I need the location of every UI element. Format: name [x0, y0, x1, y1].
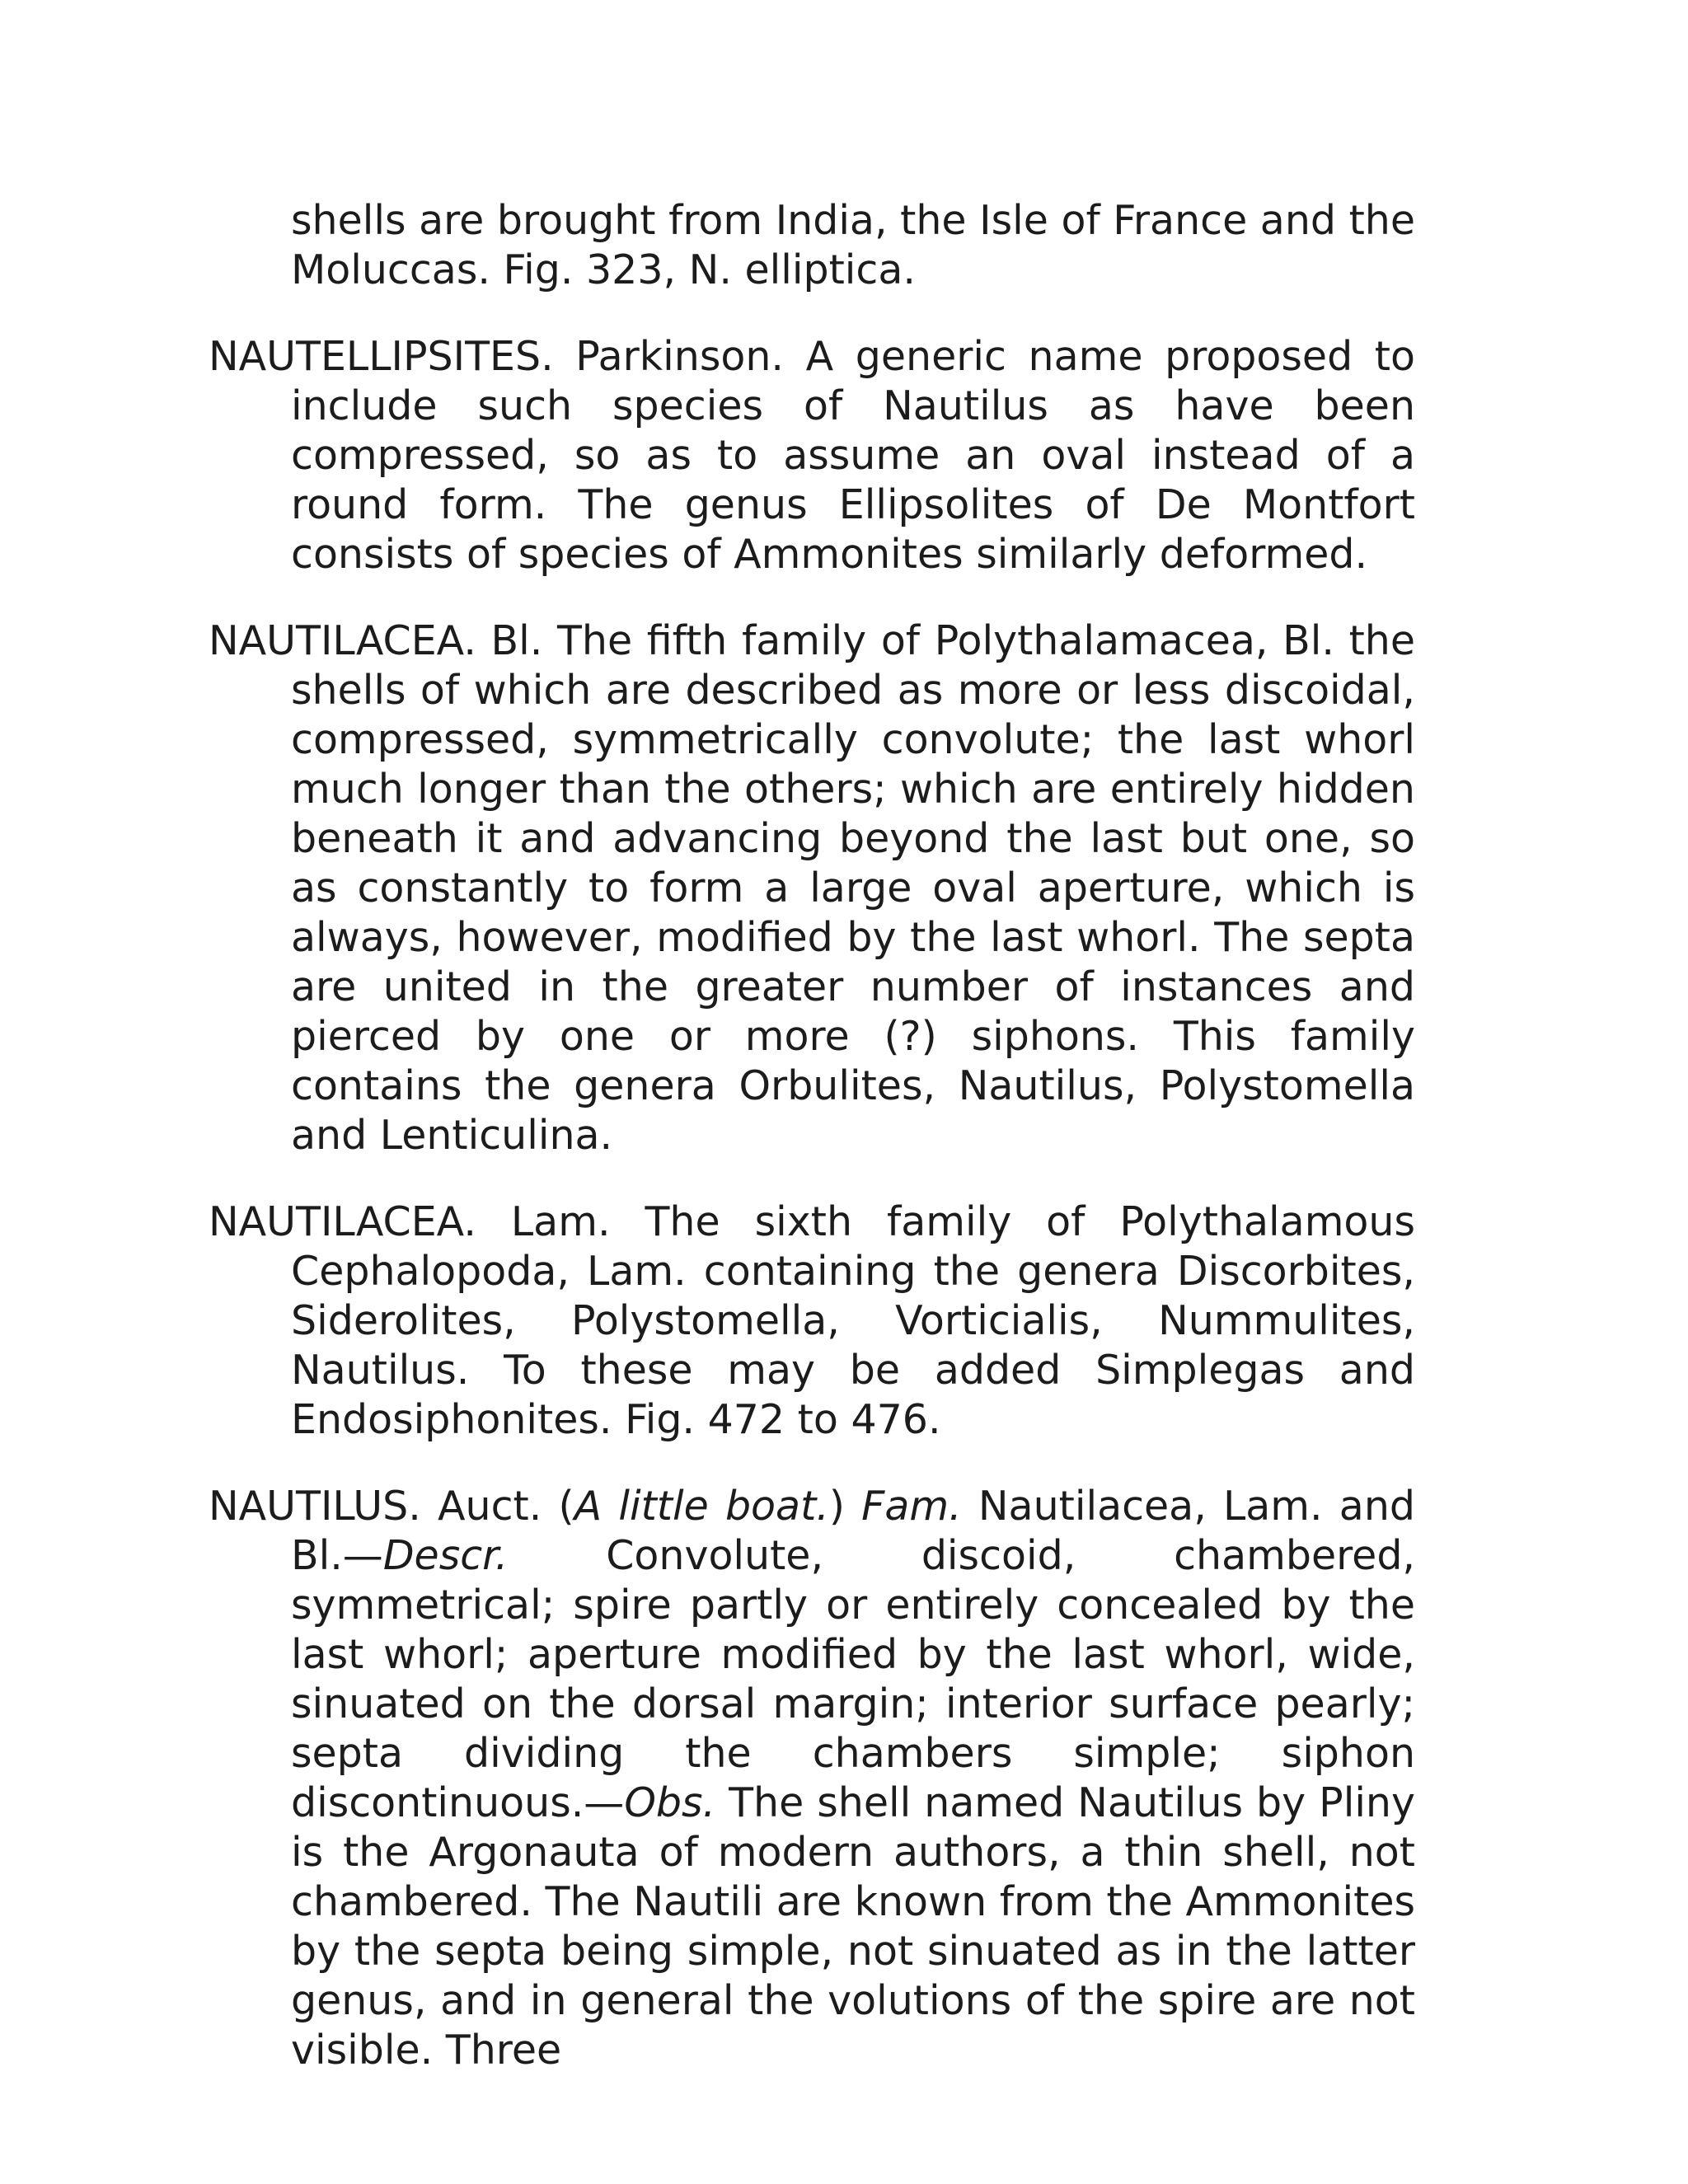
entry-italic: Descr. [382, 1532, 509, 1579]
entry-nautellipsites [209, 332, 1415, 579]
entry-continuation [209, 196, 1415, 295]
entry-text: shells are brought from India, the Isle of France and the Moluccas. Fig. 323, N. elliptica. [291, 197, 1415, 293]
entry-italic: A little boat. [574, 1483, 829, 1530]
entry-italic: Fam. [861, 1483, 962, 1530]
entry-text: NAUTILACEA. Bl. The fifth family of Polythalamacea, Bl. the shells of which are described as more or less discoidal, compressed, symmetrically convolute; the last whorl much longer than the others; which are entirely hidden beneath it and advancing beyond the last but one, so as constantly to form a large oval aperture, which is always, however, modified by the last whorl. The septa are united in the greater number of instances and pierced by one or more (?) siphons. This family contains the genera Orbulites, Nautilus, Polystomella and Lenticulina. [209, 617, 1415, 1159]
document-page [209, 196, 1415, 2112]
entry-text: The shell named Nautilus by Pliny is the Argonauta of modern authors, a thin shell, not chambered. The Nautili are known from the Ammonites by the septa being simple, not sinuated as in the latter genus, and in general the volutions of the spire are not visible. Three [291, 1779, 1415, 2074]
entry-text: NAUTELLIPSITES. Parkinson. A generic name proposed to include such species of Nautilus as have been compressed, so as to assume an oval instead of a round form. The genus Ellipsolites of De Montfort consists of species of Ammonites similarly deformed. [209, 333, 1415, 578]
entry-italic: Obs. [624, 1779, 716, 1826]
entry-nautilus [209, 1482, 1415, 2075]
entry-text: NAUTILACEA. Lam. The sixth family of Polythalamous Cephalopoda, Lam. containing the genera Discorbites, Siderolites, Polystomella, Vorticialis, Nummulites, Nautilus. To these may be added Simplegas and Endosiphonites. Fig. 472 to 476. [209, 1198, 1415, 1443]
entry-text: Convolute, discoid, chambered, symmetrical; spire partly or entirely concealed by the last whorl; aperture modified by the last whorl, wide, sinuated on the dorsal margin; interior surface pearly; septa dividing the chambers simple; siphon discontinuous.— [291, 1532, 1415, 1826]
entry-text: NAUTILUS. Auct. ( [209, 1483, 574, 1530]
entry-text: Nautilacea, Lam. and Bl.— [291, 1483, 1415, 1579]
entry-nautilacea-lam [209, 1197, 1415, 1445]
entry-text: ) [828, 1483, 862, 1530]
entry-nautilacea-bl [209, 616, 1415, 1160]
